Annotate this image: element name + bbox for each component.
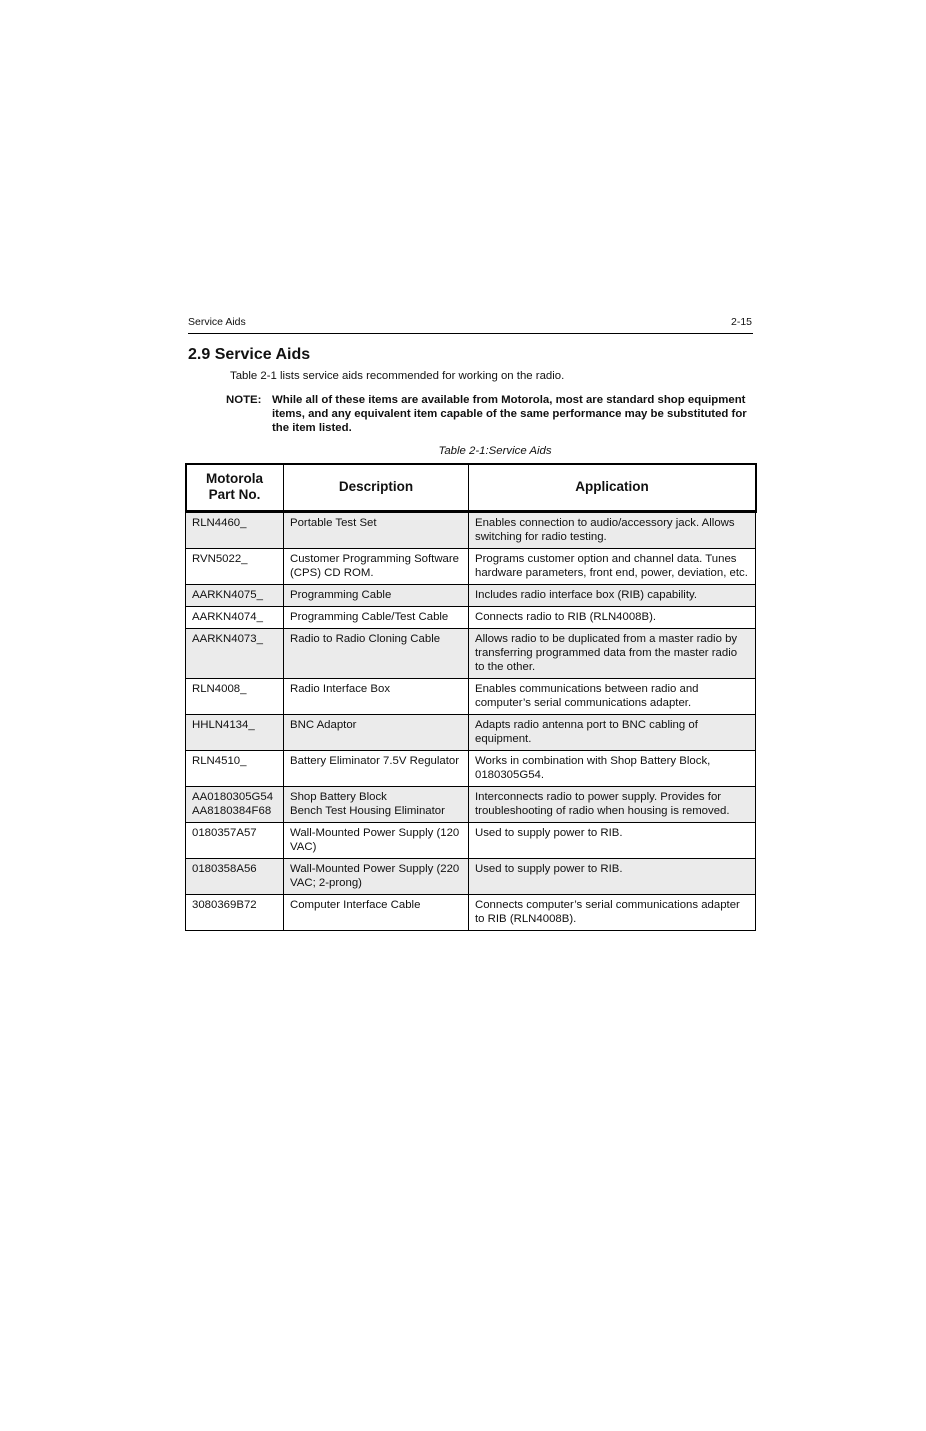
part-number-cell: 0180358A56 [186, 859, 284, 895]
table-row [186, 823, 756, 859]
running-head-section: Service Aids [188, 316, 246, 328]
part-number-cell: RVN5022_ [186, 549, 284, 585]
application-cell: Adapts radio antenna port to BNC cabling of equipment. [469, 715, 756, 751]
description-cell: BNC Adaptor [284, 715, 469, 751]
table-row [186, 549, 756, 585]
part-number-cell: AA0180305G54 AA8180384F68 [186, 787, 284, 823]
application-cell: Interconnects radio to power supply. Provides for troubleshooting of radio when housing is removed. [469, 787, 756, 823]
application-cell: Works in combination with Shop Battery Block, 0180305G54. [469, 751, 756, 787]
description-cell: Shop Battery Block Bench Test Housing Eliminator [284, 787, 469, 823]
table-row [186, 751, 756, 787]
header-rule [188, 333, 753, 334]
header-description: Description [284, 464, 469, 512]
application-cell: Used to supply power to RIB. [469, 823, 756, 859]
table-row [186, 895, 756, 931]
part-number-cell: 0180357A57 [186, 823, 284, 859]
part-number-cell: AARKN4075_ [186, 585, 284, 607]
table-row [186, 715, 756, 751]
application-cell: Includes radio interface box (RIB) capability. [469, 585, 756, 607]
table-row [186, 679, 756, 715]
description-cell: Radio to Radio Cloning Cable [284, 629, 469, 679]
description-cell: Customer Programming Software (CPS) CD ROM. [284, 549, 469, 585]
description-cell: Computer Interface Cable [284, 895, 469, 931]
description-cell: Radio Interface Box [284, 679, 469, 715]
part-number-cell: 3080369B72 [186, 895, 284, 931]
description-cell: Wall-Mounted Power Supply (120 VAC) [284, 823, 469, 859]
page-number: 2-15 [730, 316, 752, 328]
note-text: While all of these items are available from Motorola, most are standard shop equipment items, and any equivalent item capable of the same performance may be substituted for the item listed. [272, 394, 747, 434]
application-cell: Programs customer option and channel data. Tunes hardware parameters, front end, power, deviation, etc. [469, 549, 756, 585]
table-row [186, 629, 756, 679]
table-row [186, 859, 756, 895]
application-cell: Connects computer’s serial communications adapter to RIB (RLN4008B). [469, 895, 756, 931]
table-caption: Table 2-1:Service Aids [438, 445, 552, 457]
part-number-cell: AARKN4074_ [186, 607, 284, 629]
description-cell: Portable Test Set [284, 512, 469, 549]
description-cell: Battery Eliminator 7.5V Regulator [284, 751, 469, 787]
description-cell: Wall-Mounted Power Supply (220 VAC; 2-prong) [284, 859, 469, 895]
header-application: Application [469, 464, 756, 512]
application-cell: Enables connection to audio/accessory jack. Allows switching for radio testing. [469, 512, 756, 549]
table-header [186, 464, 756, 512]
part-number-cell: RLN4460_ [186, 512, 284, 549]
running-head [188, 316, 752, 330]
description-cell: Programming Cable/Test Cable [284, 607, 469, 629]
part-number-cell: RLN4008_ [186, 679, 284, 715]
part-number-cell: RLN4510_ [186, 751, 284, 787]
part-number-cell: HHLN4134_ [186, 715, 284, 751]
table-row [186, 787, 756, 823]
table-header-row [186, 464, 756, 512]
header-part-no: Motorola Part No. [186, 464, 284, 512]
application-cell: Allows radio to be duplicated from a master radio by transferring programmed data from the master radio to the other. [469, 629, 756, 679]
note-label: NOTE: [226, 394, 262, 406]
application-cell: Enables communications between radio and computer’s serial communications adapter. [469, 679, 756, 715]
table-row [186, 512, 756, 549]
section-title: 2.9 Service Aids [188, 346, 311, 363]
intro-paragraph: Table 2-1 lists service aids recommended for working on the radio. [230, 370, 565, 382]
table-body [186, 512, 756, 931]
service-aids-table [185, 463, 756, 931]
application-cell: Used to supply power to RIB. [469, 859, 756, 895]
table-row [186, 585, 756, 607]
description-cell: Programming Cable [284, 585, 469, 607]
application-cell: Connects radio to RIB (RLN4008B). [469, 607, 756, 629]
table-row [186, 607, 756, 629]
part-number-cell: AARKN4073_ [186, 629, 284, 679]
